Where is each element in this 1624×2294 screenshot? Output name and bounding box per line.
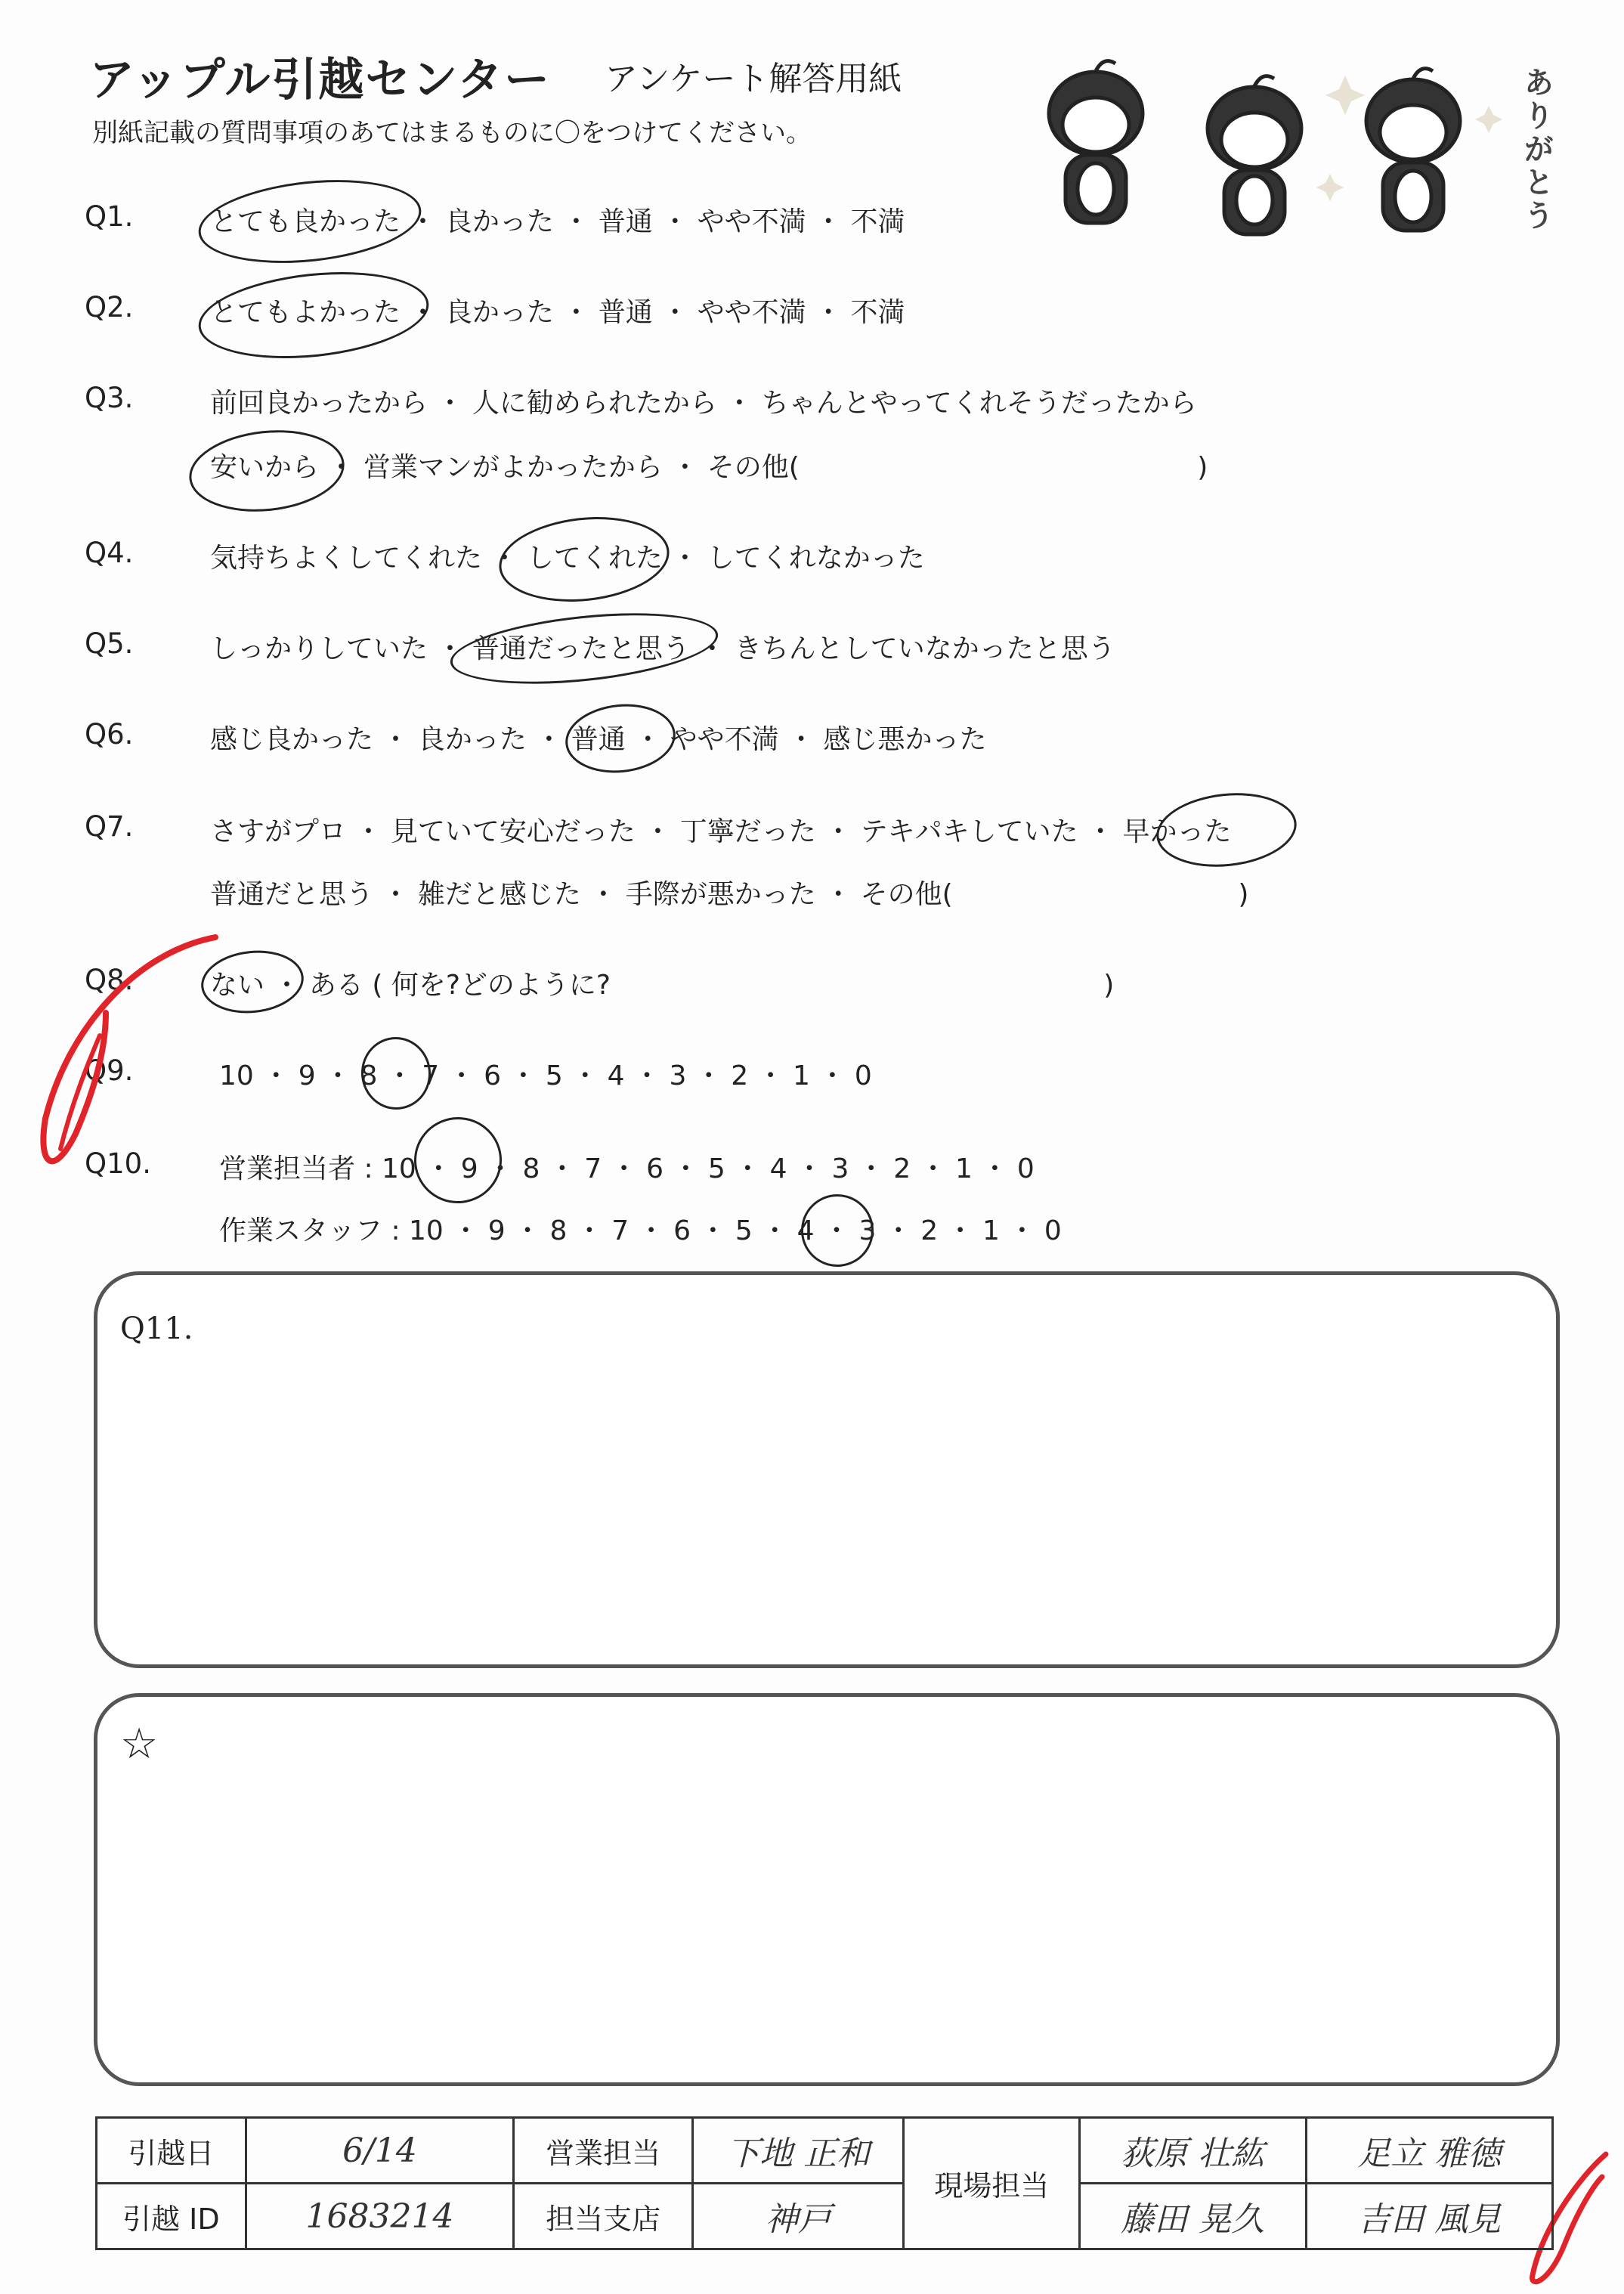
sheet-subtitle: アンケート解答用紙: [605, 60, 902, 98]
monkey-1: [1049, 61, 1143, 223]
q10-staff-answer-circle: [797, 1190, 877, 1271]
q11-comment-box: [94, 1271, 1560, 1668]
branch-value: 神戸: [692, 2184, 904, 2249]
q6-answer-circle: [562, 699, 679, 779]
q3-options-line2: 安いから ・ 営業マンがよかったから ・ その他( ): [210, 452, 1208, 483]
q4-options: 気持ちよくしてくれた ・ してくれた ・ してくれなかった: [210, 543, 925, 574]
company-title: アップル引越センター: [89, 54, 551, 107]
q9-options: 10 ・ 9 ・ 8 ・ 7 ・ 6 ・ 5 ・ 4 ・ 3 ・ 2 ・ 1 ・ 0: [219, 1060, 872, 1091]
move-id-value: 1683214: [246, 2184, 514, 2249]
q1-options: とても良かった ・ 良かった ・ 普通 ・ やや不満 ・ 不満: [210, 206, 905, 237]
monkey-2: [1208, 76, 1301, 234]
q7-options-line2: 普通だと思う ・ 雑だと感じた ・ 手際が悪かった ・ その他( ): [210, 879, 1249, 910]
sales-rep-label: 営業担当: [514, 2118, 693, 2184]
move-date-label: 引越日: [97, 2118, 246, 2184]
q3-label: Q3.: [85, 382, 134, 414]
q4-answer-circle: [495, 509, 673, 609]
q1-answer-circle: [194, 170, 425, 273]
q5-label: Q5.: [85, 627, 134, 660]
mascot-illustration: [1013, 45, 1542, 242]
site-staff-label: 現場担当: [904, 2118, 1080, 2249]
q2-answer-circle: [194, 262, 433, 368]
monkey-3: [1366, 69, 1460, 231]
q7-label: Q7.: [85, 810, 134, 843]
q3-answer-circle: [185, 423, 348, 519]
q10-label: Q10.: [85, 1147, 151, 1180]
q10-sales-options: 営業担当者 : 10 ・ 9 ・ 8 ・ 7 ・ 6 ・ 5 ・ 4 ・ 3 ・ 2 ・ 1 ・ 0: [219, 1153, 1035, 1184]
q3-options-line1: 前回良かったから ・ 人に勧められたから ・ ちゃんとやってくれそうだったから: [210, 388, 1197, 419]
red-check-mark-left: [15, 922, 227, 1194]
star-box-label: ☆: [120, 1720, 159, 1769]
q9-answer-circle: [357, 1033, 435, 1113]
q2-options: とてもよかった ・ 良かった ・ 普通 ・ やや不満 ・ 不満: [210, 297, 905, 328]
q8-options: ない ・ ある ( 何を?どのように? ): [210, 970, 1115, 1001]
site-staff-4: 吉田 風見: [1306, 2184, 1552, 2249]
q7-answer-circle: [1152, 787, 1300, 874]
move-date-value: 6/14: [246, 2118, 514, 2184]
q6-options: 感じ良かった ・ 良かった ・ 普通 ・ やや不満 ・ 感じ悪かった: [210, 724, 987, 755]
q6-label: Q6.: [85, 718, 134, 751]
sales-rep-value: 下地 正和: [692, 2118, 904, 2184]
site-staff-1: 荻原 壮紘: [1080, 2118, 1306, 2184]
q4-label: Q4.: [85, 537, 134, 569]
q7-options-line1: さすがプロ ・ 見ていて安心だった ・ 丁寧だった ・ テキパキしていた ・ 早かった: [210, 816, 1232, 847]
q5-options: しっかりしていた ・ 普通だったと思う ・ きちんとしていなかったと思う: [210, 633, 1115, 664]
q9-label: Q9.: [85, 1054, 134, 1087]
move-id-label: 引越 ID: [97, 2184, 246, 2249]
branch-label: 担当支店: [514, 2184, 693, 2249]
q2-label: Q2.: [85, 291, 134, 324]
instruction-text: 別紙記載の質問事項のあてはまるものに〇をつけてください。: [92, 118, 812, 148]
site-staff-2: 足立 雅徳: [1306, 2118, 1552, 2184]
star-comment-box: [94, 1693, 1560, 2086]
q1-label: Q1.: [85, 200, 134, 233]
q10-staff-options: 作業スタッフ : 10 ・ 9 ・ 8 ・ 7 ・ 6 ・ 5 ・ 4 ・ 3 ・ 2 ・ 1 ・ 0: [219, 1215, 1062, 1246]
move-info-table: [95, 2116, 1554, 2250]
q10-sales-answer-circle: [410, 1113, 506, 1208]
site-staff-3: 藤田 晃久: [1080, 2184, 1306, 2249]
thanks-text: ありがとう: [1519, 67, 1554, 233]
q8-label: Q8.: [85, 964, 134, 996]
q11-box-label: Q11.: [120, 1311, 193, 1346]
q5-answer-circle: [447, 602, 721, 695]
